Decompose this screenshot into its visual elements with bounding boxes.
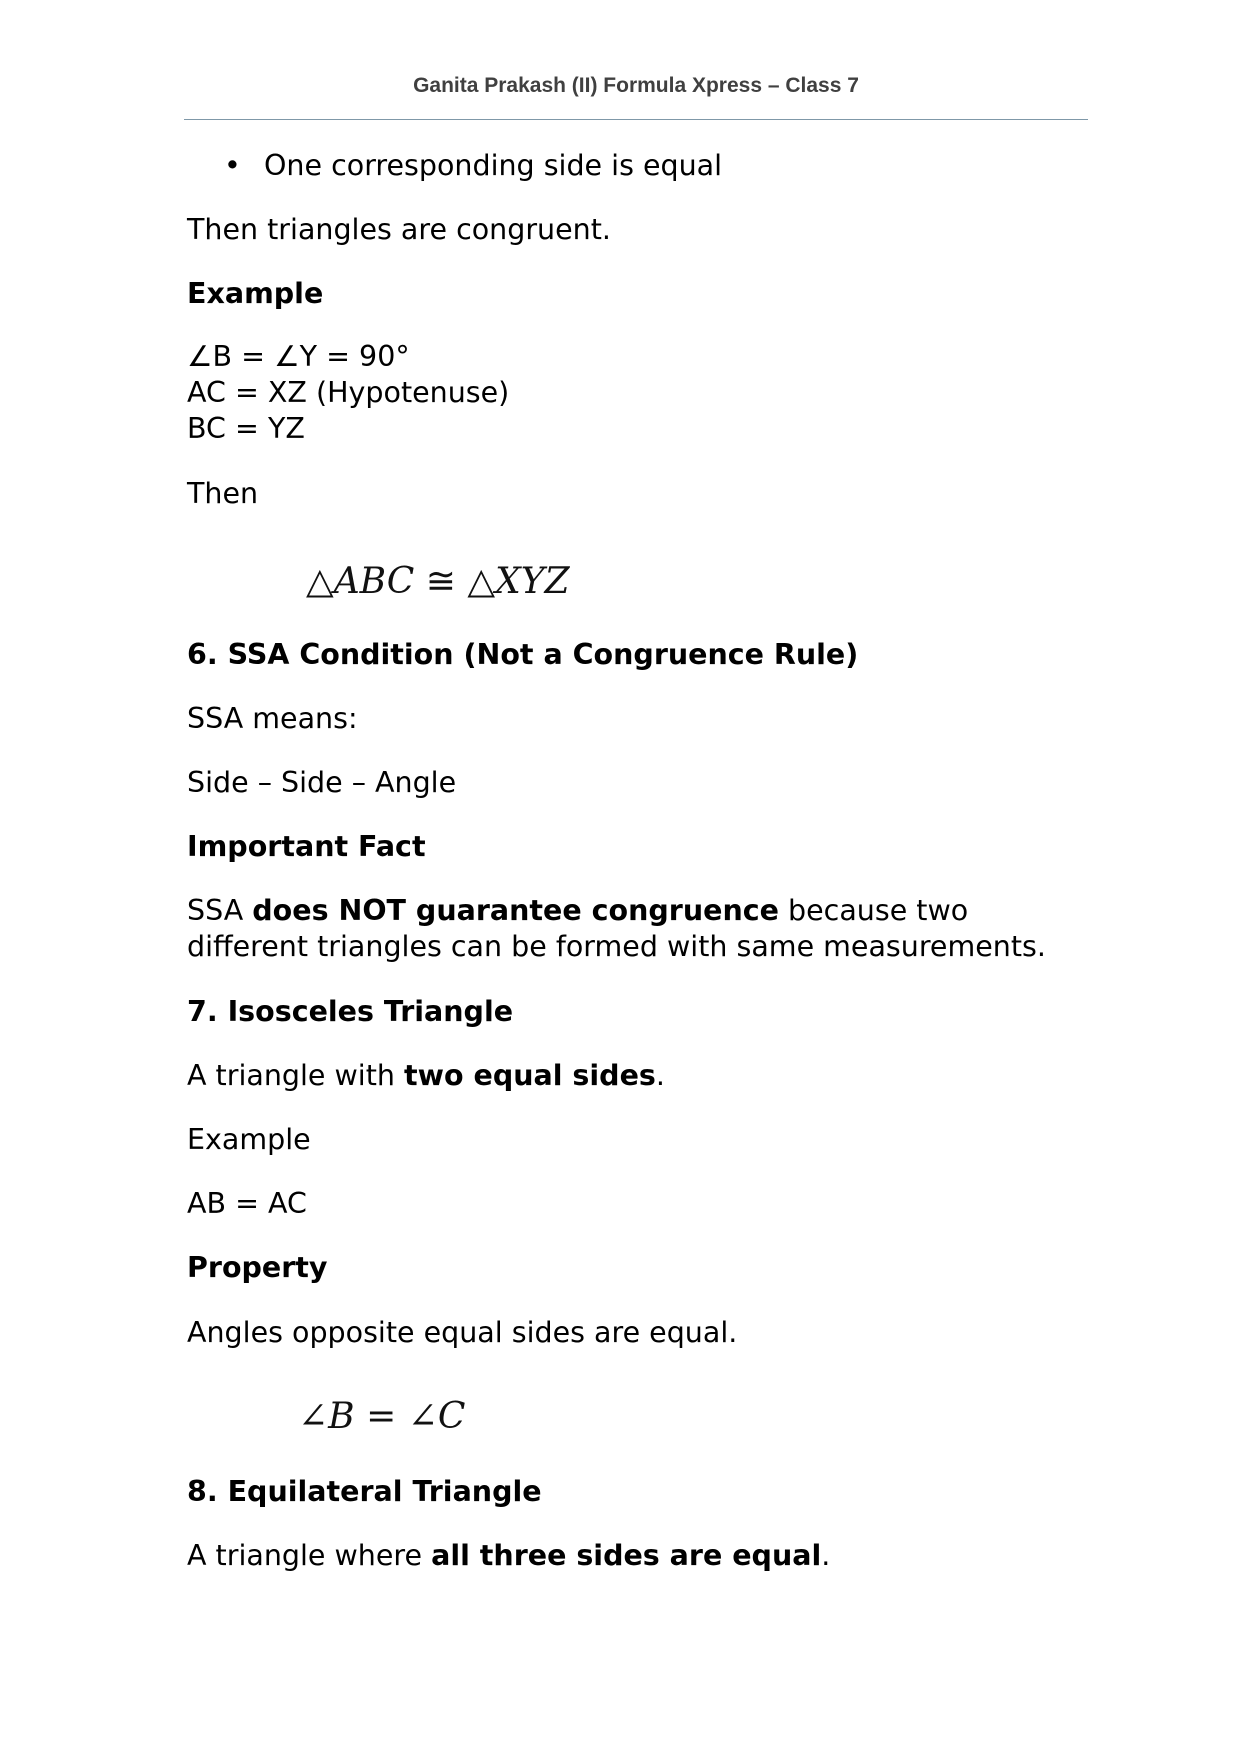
formula-right: XYZ — [495, 561, 570, 602]
then-text: Then — [187, 477, 259, 510]
isosceles-example: AB = AC — [187, 1187, 307, 1220]
bullet-item — [224, 148, 722, 184]
fact-suffix: because two — [778, 894, 969, 927]
formula-left: B — [328, 1396, 355, 1437]
formula-right: C — [437, 1396, 466, 1437]
ssa-fact-line-2: different triangles can be formed with same measurements. — [187, 930, 1046, 963]
section-6-heading: 6. SSA Condition (Not a Congruence Rule) — [187, 638, 859, 671]
fact-prefix: SSA — [187, 894, 253, 927]
isosceles-def-suffix: . — [655, 1059, 665, 1092]
example-line-2: AC = XZ (Hypotenuse) — [187, 376, 510, 409]
ssa-fact-line-1 — [187, 893, 968, 929]
congruence-formula — [306, 560, 570, 604]
equals-symbol: = — [354, 1396, 408, 1437]
property-heading: Property — [187, 1251, 328, 1284]
isosceles-def-prefix: A triangle with — [187, 1059, 405, 1092]
section-8-heading: 8. Equilateral Triangle — [187, 1475, 542, 1508]
header-divider — [184, 119, 1088, 120]
page-header-title: Ganita Prakash (II) Formula Xpress – Class 7 — [413, 74, 859, 97]
example-line-1: ∠B = ∠Y = 90° — [187, 340, 410, 373]
isosceles-example-label: Example — [187, 1123, 311, 1156]
equilateral-def-emphasis: all three sides are equal — [431, 1539, 822, 1572]
equilateral-def-suffix: . — [821, 1539, 831, 1572]
angle-symbol: ∠ — [407, 1396, 438, 1437]
bullet-text: One corresponding side is equal — [264, 149, 723, 182]
fact-emphasis: does NOT guarantee congruence — [252, 894, 779, 927]
equilateral-definition — [187, 1538, 830, 1574]
ssa-means-text: SSA means: — [187, 702, 358, 735]
triangle-symbol: △ — [306, 561, 334, 602]
conclusion-text: Then triangles are congruent. — [187, 213, 611, 246]
bullet-marker: • — [224, 149, 241, 182]
equilateral-def-prefix: A triangle where — [187, 1539, 432, 1572]
property-text: Angles opposite equal sides are equal. — [187, 1316, 738, 1349]
isosceles-def-emphasis: two equal sides — [404, 1059, 656, 1092]
example-heading: Example — [187, 277, 324, 310]
angle-symbol: ∠ — [298, 1396, 329, 1437]
section-7-heading: 7. Isosceles Triangle — [187, 995, 514, 1028]
isosceles-definition — [187, 1058, 665, 1094]
ssa-expansion-text: Side – Side – Angle — [187, 766, 457, 799]
congruent-symbol: ≅ — [414, 561, 468, 602]
formula-left: ABC — [333, 561, 415, 602]
angle-equality-formula — [298, 1395, 465, 1439]
triangle-symbol: △ — [467, 561, 496, 602]
important-fact-heading: Important Fact — [187, 830, 426, 863]
example-line-3: BC = YZ — [187, 412, 305, 445]
